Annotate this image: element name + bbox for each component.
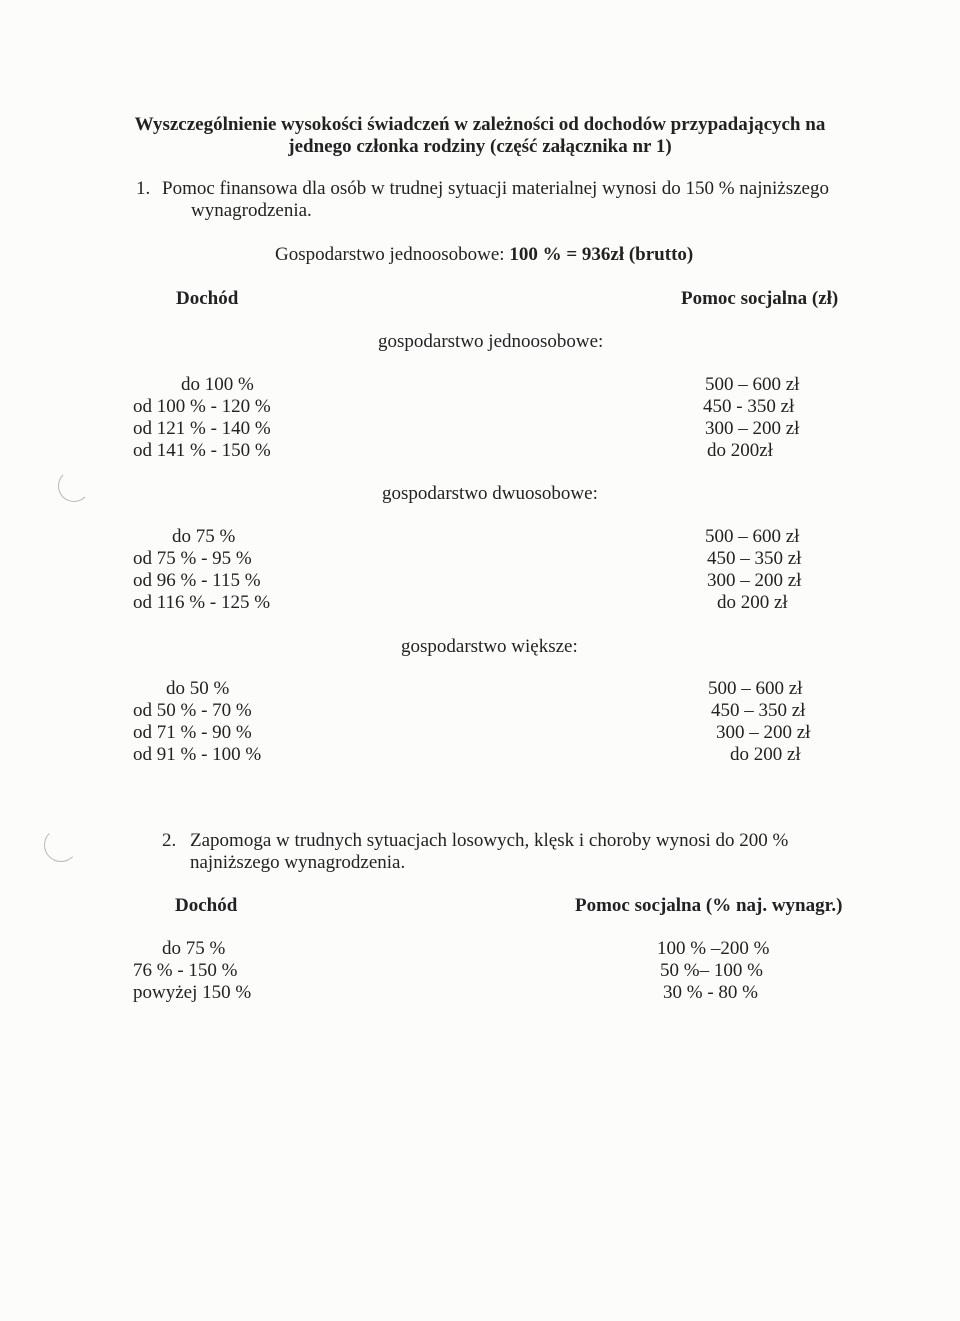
aid-row: 50 %– 100 % (660, 960, 763, 981)
section-2-text-line-1: Zapomoga w trudnych sytuacjach losowych, klęsk i choroby wynosi do 200 % (190, 830, 789, 851)
aid-row: 30 % - 80 % (663, 982, 758, 1003)
group-title-single-household: gospodarstwo jednoosobowe: (378, 331, 604, 352)
income-row: od 96 % - 115 % (133, 570, 261, 591)
base-amount-value: 100 % = 936zł (brutto) (509, 244, 694, 265)
punch-hole-mark (44, 828, 78, 862)
aid-row: do 200 zł (717, 592, 788, 613)
section-1-text-line-2: wynagrodzenia. (191, 200, 312, 221)
income-row: do 75 % (172, 526, 236, 547)
base-amount-line (275, 244, 693, 266)
section-2-number: 2. (162, 830, 177, 851)
income-row: od 100 % - 120 % (133, 396, 271, 417)
section-1-number: 1. (136, 178, 151, 199)
document-title-line-2: jednego członka rodziny (część załącznika nr 1) (288, 136, 672, 157)
income-row: od 141 % - 150 % (133, 440, 271, 461)
income-row: powyżej 150 % (133, 982, 252, 1003)
income-row: od 71 % - 90 % (133, 722, 252, 743)
punch-hole-mark (58, 470, 90, 502)
group-title-larger-household: gospodarstwo większe: (401, 636, 578, 657)
income-row: od 75 % - 95 % (133, 548, 252, 569)
section-1-text-line-1: Pomoc finansowa dla osób w trudnej sytuacji materialnej wynosi do 150 % najniższego (162, 178, 829, 199)
income-row: do 50 % (166, 678, 230, 699)
income-row: od 121 % - 140 % (133, 418, 271, 439)
aid-row: 100 % –200 % (657, 938, 770, 959)
aid-row: 500 – 600 zł (705, 526, 800, 547)
income-row: 76 % - 150 % (133, 960, 238, 981)
income-row: od 116 % - 125 % (133, 592, 271, 613)
aid-row: 300 – 200 zł (707, 570, 802, 591)
aid-row: 500 – 600 zł (708, 678, 803, 699)
income-row: od 50 % - 70 % (133, 700, 252, 721)
income-row: od 91 % - 100 % (133, 744, 262, 765)
aid-row: 300 – 200 zł (705, 418, 800, 439)
document-title-line-1: Wyszczególnienie wysokości świadczeń w zależności od dochodów przypadających na (134, 114, 826, 135)
base-amount-label: Gospodarstwo jednoosobowe: (275, 244, 510, 265)
aid-row: do 200 zł (730, 744, 801, 765)
aid-row: 500 – 600 zł (705, 374, 800, 395)
aid-percent-column-header: Pomoc socjalna (% naj. wynagr.) (575, 895, 843, 916)
aid-row: 450 - 350 zł (703, 396, 795, 417)
aid-row: 450 – 350 zł (707, 548, 802, 569)
aid-column-header: Pomoc socjalna (zł) (681, 288, 839, 309)
income-column-header-2: Dochód (175, 895, 238, 916)
aid-row: do 200zł (707, 440, 773, 461)
income-row: do 100 % (181, 374, 254, 395)
aid-row: 450 – 350 zł (711, 700, 806, 721)
income-row: do 75 % (162, 938, 226, 959)
income-column-header: Dochód (176, 288, 239, 309)
group-title-two-person-household: gospodarstwo dwuosobowe: (382, 483, 598, 504)
section-2-text-line-2: najniższego wynagrodzenia. (190, 852, 406, 873)
aid-row: 300 – 200 zł (716, 722, 811, 743)
